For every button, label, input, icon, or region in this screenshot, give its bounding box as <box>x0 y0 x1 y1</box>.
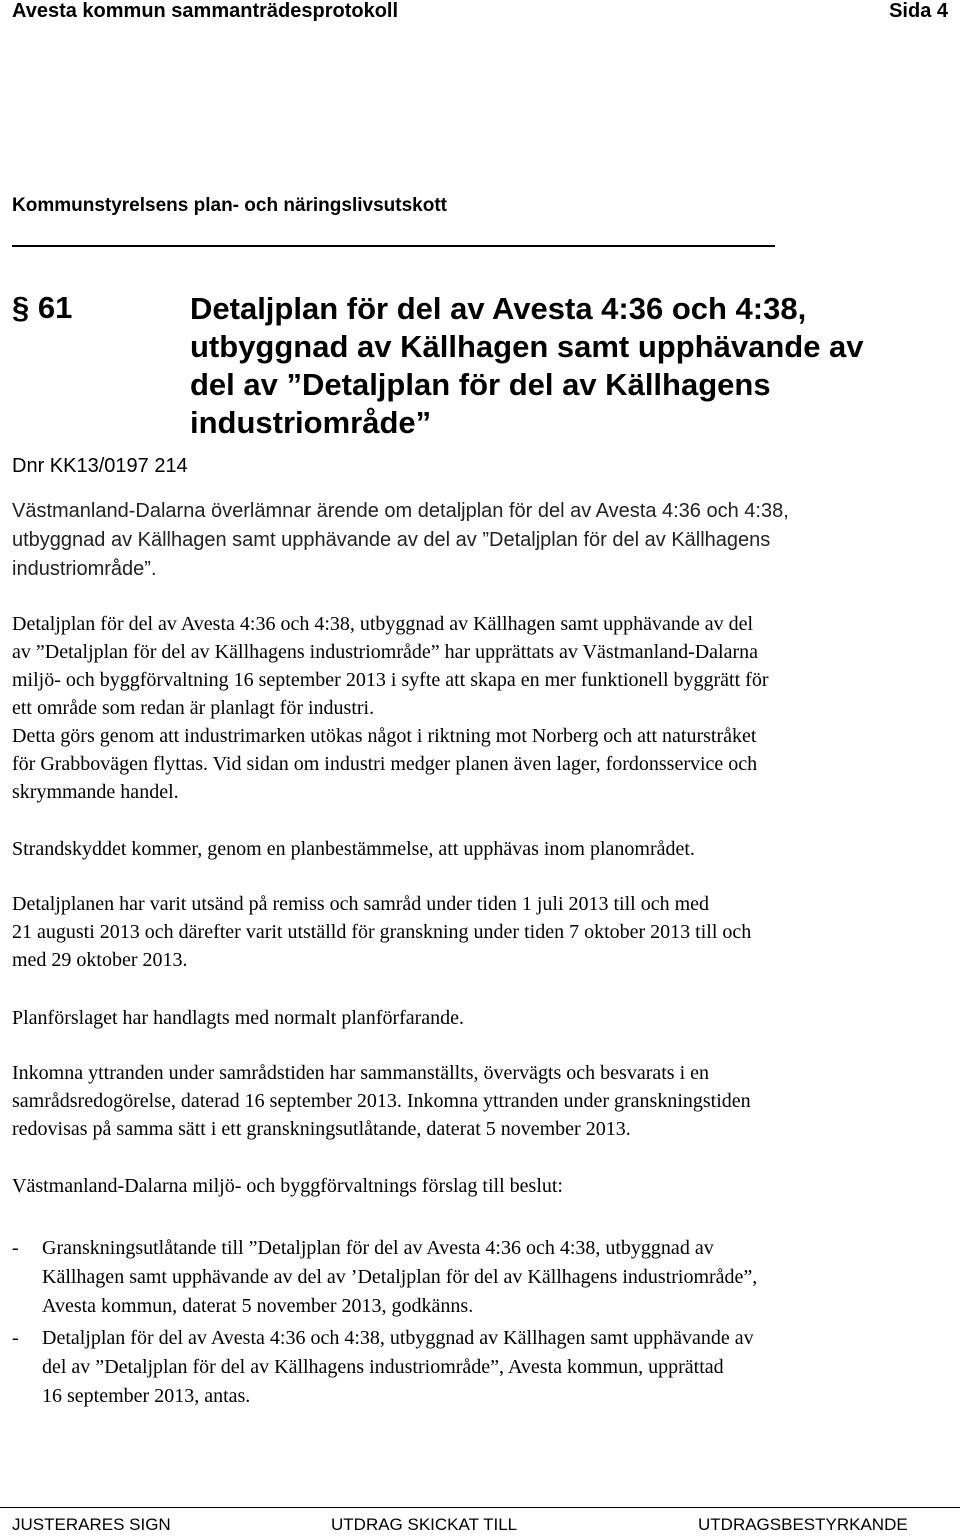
list-dash: - <box>12 1327 19 1349</box>
section-title-line: Detaljplan för del av Avesta 4:36 och 4:38, <box>190 291 807 326</box>
text-line: Granskningsutlåtande till ”Detaljplan för del av Avesta 4:36 och 4:38, utbyggnad av <box>42 1237 714 1259</box>
footer-sent-label: UTDRAG SKICKAT TILL <box>331 1515 518 1534</box>
intro-paragraph <box>12 497 947 584</box>
footer-rule <box>0 1507 960 1508</box>
proposal-item <box>12 1234 947 1324</box>
section-title-line: utbyggnad av Källhagen samt upphävande av <box>190 329 864 364</box>
text-line: Inkomna yttranden under samrådstiden har sammanställts, övervägts och besvarats i en <box>12 1062 710 1084</box>
text-line: 16 september 2013, antas. <box>42 1385 251 1407</box>
body-paragraph <box>12 1172 947 1200</box>
section-number: § 61 <box>12 290 73 325</box>
text-line: för Grabbovägen flyttas. Vid sidan om industri medger planen även lager, fordonsservice och <box>12 753 758 775</box>
committee-underline <box>12 245 775 247</box>
list-dash: - <box>12 1237 19 1259</box>
body-paragraph <box>12 835 947 863</box>
document-title: Avesta kommun sammanträdesprotokoll <box>12 0 399 22</box>
text-line: Västmanland-Dalarna överlämnar ärende om detaljplan för del av Avesta 4:36 och 4:38, <box>12 500 789 522</box>
text-line: skrymmande handel. <box>12 781 179 803</box>
text-line: med 29 oktober 2013. <box>12 949 188 971</box>
text-line: miljö- och byggförvaltning 16 september 2013 i syfte att skapa en mer funktionell byggrätt för <box>12 669 769 691</box>
section-title-line: del av ”Detaljplan för del av Källhagens <box>190 367 771 402</box>
body-paragraph <box>12 1004 947 1032</box>
text-line: samrådsredogörelse, daterad 16 september 2013. Inkomna yttranden under granskningstiden <box>12 1090 751 1112</box>
text-line: redovisas på samma sätt i ett granskningsutlåtande, daterat 5 november 2013. <box>12 1118 631 1140</box>
page-number: Sida 4 <box>889 0 948 22</box>
proposal-item <box>12 1324 947 1414</box>
text-line: industriområde”. <box>12 558 157 580</box>
footer-certification-label: UTDRAGSBESTYRKANDE <box>698 1515 908 1534</box>
case-number: Dnr KK13/0197 214 <box>12 455 188 477</box>
body-paragraph <box>12 890 947 974</box>
text-line: Källhagen samt upphävande av del av ’Detaljplan för del av Källhagens industriområde”, <box>42 1266 758 1288</box>
text-line: Detaljplan för del av Avesta 4:36 och 4:38, utbyggnad av Källhagen samt upphävande av del <box>12 613 754 635</box>
section-title <box>190 290 930 442</box>
text-line: Västmanland-Dalarna miljö- och byggförvaltnings förslag till beslut: <box>12 1175 563 1197</box>
text-line: Avesta kommun, daterat 5 november 2013, godkänns. <box>42 1295 474 1317</box>
text-line: Strandskyddet kommer, genom en planbestämmelse, att upphävas inom planområdet. <box>12 838 695 860</box>
text-line: 21 augusti 2013 och därefter varit utställd för granskning under tiden 7 oktober 2013 till och <box>12 921 752 943</box>
section-title-line: industriområde” <box>190 405 432 440</box>
text-line: ett område som redan är planlagt för industri. <box>12 697 375 719</box>
footer-signature-label: JUSTERARES SIGN <box>12 1515 171 1534</box>
body-paragraph <box>12 610 947 806</box>
body-paragraph <box>12 1059 947 1143</box>
text-line: av ”Detaljplan för del av Källhagens industriområde” har upprättats av Västmanland-Dalarna <box>12 641 759 663</box>
text-line: del av ”Detaljplan för del av Källhagens industriområde”, Avesta kommun, upprättad <box>42 1356 724 1378</box>
committee-name: Kommunstyrelsens plan- och näringslivsutskott <box>12 195 447 216</box>
text-line: Detta görs genom att industrimarken utökas något i riktning mot Norberg och att naturstråket <box>12 725 757 747</box>
text-line: utbyggnad av Källhagen samt upphävande av del av ”Detaljplan för del av Källhagens <box>12 529 771 551</box>
text-line: Planförslaget har handlagts med normalt planförfarande. <box>12 1007 465 1029</box>
text-line: Detaljplanen har varit utsänd på remiss och samråd under tiden 1 juli 2013 till och med <box>12 893 710 915</box>
text-line: Detaljplan för del av Avesta 4:36 och 4:38, utbyggnad av Källhagen samt upphävande av <box>42 1327 754 1349</box>
